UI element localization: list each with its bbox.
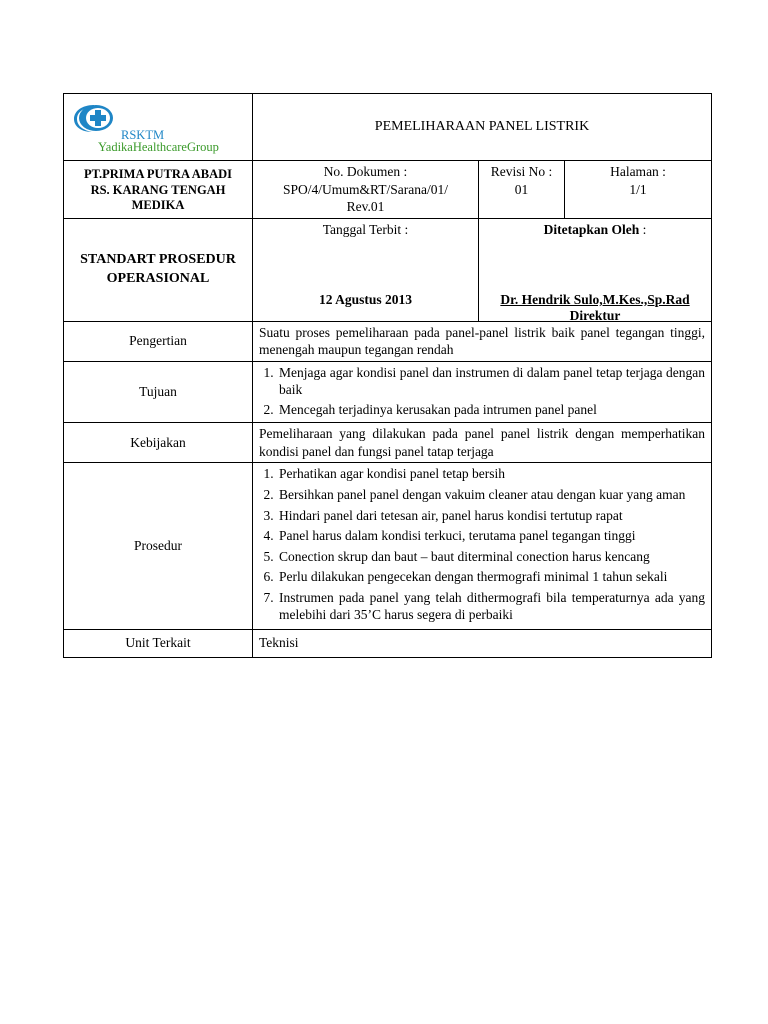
sop-type-cell (64, 218, 253, 321)
unit-label: Unit Terkait (64, 629, 253, 658)
page-value: 1/1 (629, 181, 647, 197)
logo-text-rsktm: RSKTM (121, 128, 165, 142)
prosedur-content (253, 463, 712, 629)
doc-number-label: No. Dokumen : (323, 164, 408, 179)
revision-value: 01 (514, 181, 529, 197)
kebijakan-text: Pemeliharaan yang dilakukan pada panel panel listrik dengan memperhatikan kondisi panel dan fungsi panel tatap terjaga (253, 423, 712, 463)
company-line-3: MEDIKA (131, 198, 185, 213)
document-title: PEMELIHARAAN PANEL LISTRIK (253, 94, 712, 161)
hospital-cross-logo-icon (72, 103, 116, 133)
unit-text: Teknisi (253, 629, 712, 658)
list-item: 3. Hindari panel dari tetesan air, panel harus kondisi tertutup rapat (277, 507, 705, 525)
set-by-title: Direktur (569, 307, 621, 323)
set-by-cell (479, 218, 712, 321)
list-item: 1. Perhatikan agar kondisi panel tetap bersih (277, 465, 705, 483)
set-by-label-line (485, 221, 705, 239)
list-item: 2. Mencegah terjadinya kerusakan pada intrumen panel panel (277, 401, 705, 419)
issued-date-value: 12 Agustus 2013 (318, 291, 413, 307)
page-cell (565, 161, 712, 219)
issued-date-label: Tanggal Terbit : (322, 221, 409, 237)
list-item: 2. Bersihkan panel panel dengan vakuim cleaner atau dengan kuar yang aman (277, 486, 705, 504)
page-label: Halaman : (610, 164, 666, 179)
list-item: 7. Instrumen pada panel yang telah dithermografi bila temperaturnya ada yang melebihi dari 35’C harus segera di perbaiki (277, 589, 705, 624)
company-line-2: RS. KARANG TENGAH (90, 182, 226, 197)
list-item: 4. Panel harus dalam kondisi terkuci, terutama panel tegangan tinggi (277, 527, 705, 545)
prosedur-list (259, 465, 705, 623)
tujuan-label: Tujuan (64, 361, 253, 423)
set-by-colon: : (639, 221, 647, 237)
company-name (64, 161, 253, 219)
doc-number-value-2: Rev.01 (346, 199, 385, 215)
pengertian-label: Pengertian (64, 321, 253, 361)
sop-type-line-2: OPERASIONAL (106, 270, 210, 286)
sop-document (63, 93, 711, 658)
kebijakan-label: Kebijakan (64, 423, 253, 463)
list-item: 1. Menjaga agar kondisi panel dan instrumen di dalam panel tetap terjaga dengan baik (277, 364, 705, 399)
revision-label: Revisi No : (490, 164, 553, 179)
company-line-1: PT.PRIMA PUTRA ABADI (83, 166, 233, 181)
pengertian-text: Suatu proses pemeliharaan pada panel-panel listrik baik panel tegangan tinggi, menengah maupun tegangan rendah (253, 321, 712, 361)
sop-form-table (63, 93, 712, 658)
list-item: 5. Conection skrup dan baut – baut diterminal conection harus kencang (277, 548, 705, 566)
doc-number-value-1: SPO/4/Umum&RT/Sarana/01/ (283, 181, 448, 197)
tujuan-content (253, 361, 712, 423)
prosedur-label: Prosedur (64, 463, 253, 629)
sop-type-line-1: STANDART PROSEDUR (80, 252, 236, 268)
set-by-name: Dr. Hendrik Sulo,M.Kes.,Sp.Rad (500, 291, 690, 307)
logo-text-group: YadikaHealthcareGroup (98, 140, 219, 154)
list-item: 6. Perlu dilakukan pengecekan dengan thermografi minimal 1 tahun sekali (277, 568, 705, 586)
issued-date-cell (253, 218, 479, 321)
tujuan-list (259, 364, 705, 419)
logo-cell (64, 94, 253, 161)
revision-cell (479, 161, 565, 219)
doc-number-cell (253, 161, 479, 219)
set-by-label: Ditetapkan Oleh (543, 221, 640, 237)
